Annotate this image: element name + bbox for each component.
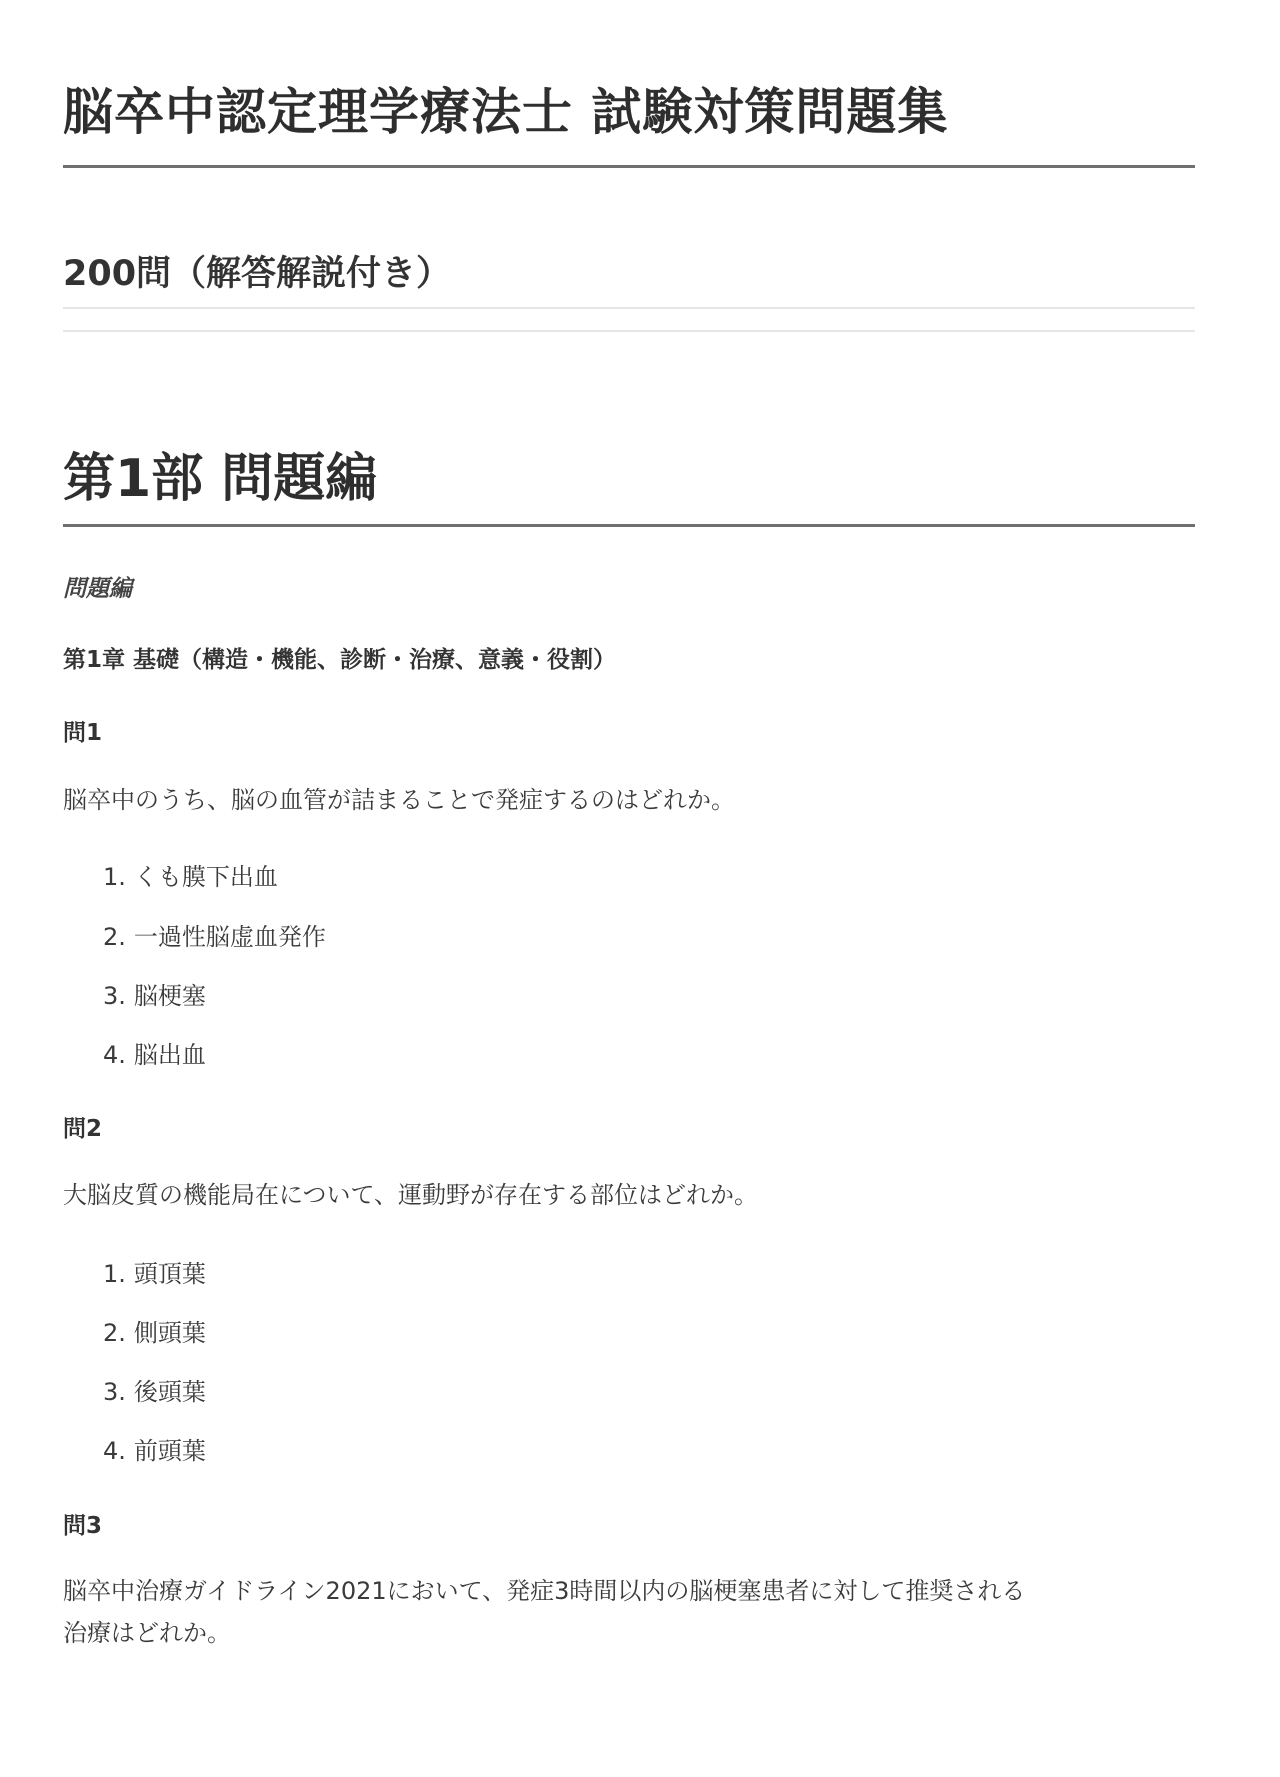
option-number: 4. (103, 1437, 126, 1465)
option-text: 脳梗塞 (133, 982, 206, 1010)
question-text-line: 治療はどれか。 (63, 1619, 231, 1647)
question-text: 大脳皮質の機能局在について、運動野が存在する部位はどれか。 (63, 1181, 759, 1209)
title-divider (63, 165, 1195, 168)
answer-option (103, 917, 326, 952)
option-text: くも膜下出血 (133, 863, 278, 891)
question-text-line: 脳卒中治療ガイドライン2021において、発症3時間以内の脳梗塞患者に対して推奨される (63, 1577, 1026, 1605)
answer-option (103, 857, 278, 892)
document-title: 脳卒中認定理学療法士 試験対策問題集 (63, 83, 949, 141)
option-text: 側頭葉 (133, 1319, 206, 1347)
subtitle-divider-bottom (63, 330, 1195, 332)
option-number: 4. (103, 1041, 126, 1069)
question-label: 問3 (63, 1513, 103, 1539)
answer-option (103, 1431, 206, 1466)
chapter-heading: 第1章 基礎（構造・機能、診断・治療、意義・役割） (63, 647, 617, 673)
subtitle-divider-top (63, 307, 1195, 309)
section-label: 問題編 (63, 576, 132, 602)
option-text: 脳出血 (133, 1041, 206, 1069)
option-number: 1. (103, 1260, 126, 1288)
question-label: 問1 (63, 720, 103, 746)
part-divider (63, 524, 1195, 527)
option-number: 1. (103, 863, 126, 891)
option-text: 前頭葉 (133, 1437, 206, 1465)
option-number: 2. (103, 923, 126, 951)
option-number: 3. (103, 982, 126, 1010)
answer-option (103, 1035, 206, 1070)
option-text: 一過性脳虚血発作 (133, 923, 326, 951)
answer-option (103, 976, 206, 1011)
answer-option (103, 1372, 206, 1407)
option-number: 3. (103, 1378, 126, 1406)
answer-option (103, 1254, 206, 1289)
part-heading: 第1部 問題編 (63, 449, 378, 509)
answer-option (103, 1313, 206, 1348)
option-text: 頭頂葉 (133, 1260, 206, 1288)
document-subtitle: 200問（解答解説付き） (63, 254, 452, 294)
option-text: 後頭葉 (133, 1378, 206, 1406)
option-number: 2. (103, 1319, 126, 1347)
question-text: 脳卒中のうち、脳の血管が詰まることで発症するのはどれか。 (63, 786, 735, 814)
question-label: 問2 (63, 1116, 103, 1142)
